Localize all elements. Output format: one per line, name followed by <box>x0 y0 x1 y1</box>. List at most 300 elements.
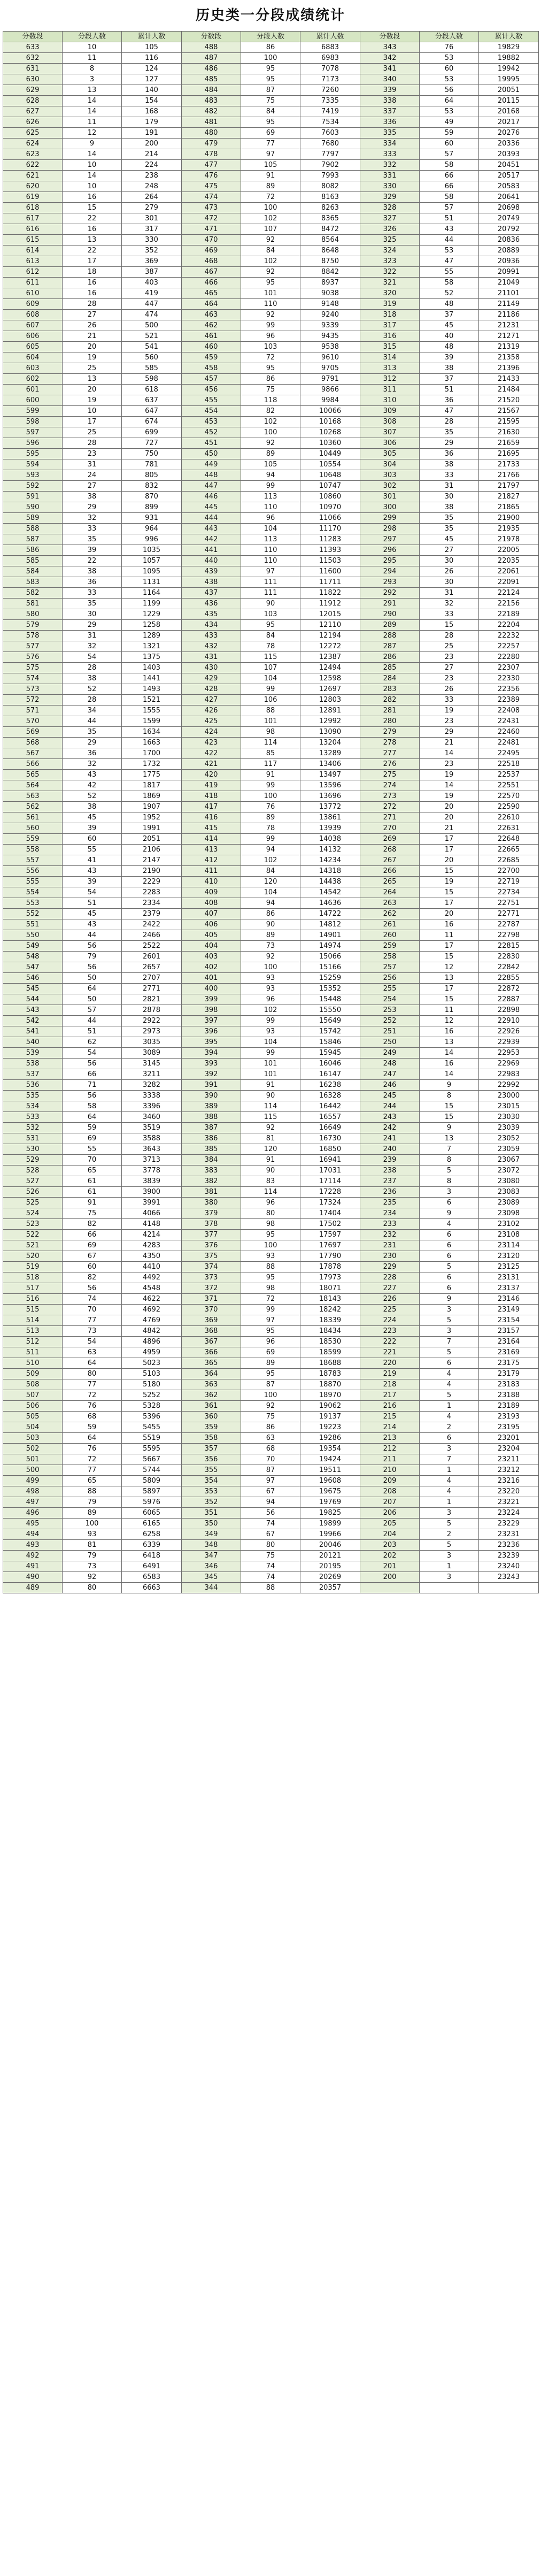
cumulative-cell: 23221 <box>479 1497 539 1508</box>
header-score-1: 分数段 <box>3 32 63 42</box>
score-cell: 628 <box>3 96 63 106</box>
count-cell: 43 <box>63 866 122 877</box>
score-cell: 365 <box>182 1358 241 1369</box>
score-cell: 216 <box>360 1401 420 1412</box>
cumulative-cell: 301 <box>122 213 182 224</box>
count-cell: 30 <box>420 577 479 588</box>
count-cell: 91 <box>241 1155 300 1166</box>
count-cell: 40 <box>420 331 479 342</box>
cumulative-cell: 22389 <box>479 695 539 706</box>
count-cell: 63 <box>63 1347 122 1358</box>
count-cell: 36 <box>63 577 122 588</box>
cumulative-cell: 23067 <box>479 1155 539 1166</box>
score-cell: 606 <box>3 331 63 342</box>
score-cell: 459 <box>182 352 241 363</box>
score-cell: 316 <box>360 331 420 342</box>
count-cell: 93 <box>241 984 300 994</box>
cumulative-cell: 4283 <box>122 1240 182 1251</box>
count-cell: 4 <box>420 1379 479 1390</box>
score-cell: 476 <box>182 171 241 181</box>
count-cell: 69 <box>63 1133 122 1144</box>
score-cell: 473 <box>182 203 241 213</box>
cumulative-cell: 22431 <box>479 716 539 727</box>
count-cell: 23 <box>420 716 479 727</box>
score-cell: 263 <box>360 898 420 909</box>
score-cell: 465 <box>182 288 241 299</box>
score-cell: 394 <box>182 1048 241 1059</box>
cumulative-cell: 11711 <box>300 577 360 588</box>
cumulative-cell: 12387 <box>300 652 360 663</box>
count-cell: 14 <box>420 1069 479 1080</box>
cumulative-cell: 17697 <box>300 1240 360 1251</box>
cumulative-cell: 224 <box>122 160 182 171</box>
score-cell: 220 <box>360 1358 420 1369</box>
count-cell: 45 <box>63 909 122 919</box>
table-row <box>3 1433 539 1444</box>
score-cell: 593 <box>3 470 63 481</box>
count-cell: 9 <box>63 139 122 149</box>
count-cell: 92 <box>241 952 300 962</box>
score-cell: 509 <box>3 1369 63 1379</box>
score-cell: 579 <box>3 620 63 631</box>
count-cell: 23 <box>420 652 479 663</box>
count-cell: 80 <box>241 1540 300 1551</box>
cumulative-cell: 931 <box>122 513 182 524</box>
score-cell: 609 <box>3 299 63 310</box>
score-cell: 212 <box>360 1444 420 1454</box>
count-cell: 36 <box>63 748 122 759</box>
score-cell: 471 <box>182 224 241 235</box>
cumulative-cell: 23195 <box>479 1422 539 1433</box>
score-cell: 223 <box>360 1326 420 1337</box>
score-cell: 332 <box>360 160 420 171</box>
score-cell: 505 <box>3 1412 63 1422</box>
cumulative-cell: 7680 <box>300 139 360 149</box>
table-row <box>3 385 539 395</box>
count-cell: 79 <box>63 952 122 962</box>
cumulative-cell: 22518 <box>479 759 539 770</box>
score-cell: 506 <box>3 1401 63 1412</box>
cumulative-cell: 1634 <box>122 727 182 738</box>
count-cell: 1 <box>420 1401 479 1412</box>
cumulative-cell: 14132 <box>300 845 360 855</box>
score-cell: 451 <box>182 438 241 449</box>
count-cell: 110 <box>241 299 300 310</box>
count-cell: 38 <box>420 459 479 470</box>
cumulative-cell: 22665 <box>479 845 539 855</box>
cumulative-cell: 9339 <box>300 320 360 331</box>
cumulative-cell: 23189 <box>479 1401 539 1412</box>
score-cell: 232 <box>360 1230 420 1240</box>
cumulative-cell: 22307 <box>479 663 539 673</box>
count-cell: 96 <box>241 513 300 524</box>
score-cell: 297 <box>360 534 420 545</box>
table-row <box>3 395 539 406</box>
cumulative-cell: 11393 <box>300 545 360 556</box>
count-cell: 15 <box>63 203 122 213</box>
count-cell: 102 <box>241 855 300 866</box>
cumulative-cell: 560 <box>122 352 182 363</box>
score-cell: 287 <box>360 641 420 652</box>
score-cell: 205 <box>360 1519 420 1529</box>
table-row <box>3 1583 539 1593</box>
cumulative-cell: 14438 <box>300 877 360 887</box>
score-cell: 280 <box>360 716 420 727</box>
count-cell: 35 <box>63 727 122 738</box>
count-cell: 22 <box>63 246 122 256</box>
count-cell: 95 <box>241 278 300 288</box>
score-cell: 392 <box>182 1069 241 1080</box>
score-cell: 202 <box>360 1551 420 1561</box>
cumulative-cell: 5103 <box>122 1369 182 1379</box>
cumulative-cell: 15550 <box>300 1005 360 1016</box>
count-cell: 10 <box>63 406 122 417</box>
count-cell: 60 <box>420 139 479 149</box>
table-row <box>3 1080 539 1091</box>
score-cell: 566 <box>3 759 63 770</box>
cumulative-cell: 3089 <box>122 1048 182 1059</box>
score-cell: 596 <box>3 438 63 449</box>
score-cell: 545 <box>3 984 63 994</box>
table-row <box>3 1230 539 1240</box>
count-cell: 60 <box>63 834 122 845</box>
cumulative-cell: 4492 <box>122 1272 182 1283</box>
score-cell: 486 <box>182 64 241 74</box>
cumulative-cell: 23211 <box>479 1454 539 1465</box>
count-cell: 29 <box>63 502 122 513</box>
table-row <box>3 855 539 866</box>
score-cell: 458 <box>182 363 241 374</box>
score-cell: 383 <box>182 1166 241 1176</box>
table-row <box>3 1401 539 1412</box>
cumulative-cell: 15259 <box>300 973 360 984</box>
table-row <box>3 299 539 310</box>
score-cell: 546 <box>3 973 63 984</box>
cumulative-cell: 1555 <box>122 706 182 716</box>
score-cell: 402 <box>182 962 241 973</box>
cumulative-cell: 21935 <box>479 524 539 534</box>
cumulative-cell: 16941 <box>300 1155 360 1166</box>
table-row <box>3 42 539 53</box>
score-cell: 600 <box>3 395 63 406</box>
count-cell: 27 <box>420 545 479 556</box>
score-cell: 515 <box>3 1305 63 1315</box>
cumulative-cell: 3588 <box>122 1133 182 1144</box>
score-cell: 463 <box>182 310 241 320</box>
cumulative-cell: 8648 <box>300 246 360 256</box>
cumulative-cell: 20583 <box>479 181 539 192</box>
count-cell: 110 <box>241 545 300 556</box>
cumulative-cell: 14722 <box>300 909 360 919</box>
count-cell: 19 <box>420 877 479 887</box>
cumulative-cell: 3778 <box>122 1166 182 1176</box>
score-cell: 612 <box>3 267 63 278</box>
count-cell: 72 <box>63 1390 122 1401</box>
cumulative-cell: 127 <box>122 74 182 85</box>
count-cell: 11 <box>63 117 122 128</box>
count-cell: 32 <box>420 599 479 609</box>
score-cell: 559 <box>3 834 63 845</box>
count-cell: 76 <box>241 802 300 812</box>
count-cell: 78 <box>241 641 300 652</box>
cumulative-cell: 23164 <box>479 1337 539 1347</box>
count-cell: 18 <box>63 267 122 278</box>
score-cell: 288 <box>360 631 420 641</box>
score-cell: 475 <box>182 181 241 192</box>
cumulative-cell: 22969 <box>479 1059 539 1069</box>
count-cell: 53 <box>420 246 479 256</box>
score-cell: 485 <box>182 74 241 85</box>
count-cell: 21 <box>420 738 479 748</box>
cumulative-cell: 23201 <box>479 1433 539 1444</box>
count-cell: 35 <box>63 599 122 609</box>
cumulative-cell: 2334 <box>122 898 182 909</box>
cumulative-cell: 2379 <box>122 909 182 919</box>
cumulative-cell: 22939 <box>479 1037 539 1048</box>
score-cell: 553 <box>3 898 63 909</box>
score-cell: 333 <box>360 149 420 160</box>
table-row <box>3 449 539 459</box>
cumulative-cell: 4692 <box>122 1305 182 1315</box>
count-cell: 76 <box>63 1444 122 1454</box>
count-cell: 69 <box>63 1240 122 1251</box>
count-cell: 30 <box>63 609 122 620</box>
score-cell: 363 <box>182 1379 241 1390</box>
score-cell: 386 <box>182 1133 241 1144</box>
cumulative-cell: 200 <box>122 139 182 149</box>
count-cell: 80 <box>241 1208 300 1219</box>
page-title: 历史类一分段成绩统计 <box>195 7 345 24</box>
cumulative-cell: 23114 <box>479 1240 539 1251</box>
table-row <box>3 1026 539 1037</box>
count-cell: 14 <box>63 96 122 106</box>
table-row <box>3 139 539 149</box>
score-cell: 518 <box>3 1272 63 1283</box>
count-cell: 28 <box>420 631 479 641</box>
score-cell: 605 <box>3 342 63 352</box>
score-cell: 323 <box>360 256 420 267</box>
count-cell: 14 <box>63 171 122 181</box>
count-cell: 92 <box>63 1572 122 1583</box>
count-cell: 37 <box>420 310 479 320</box>
score-cell: 408 <box>182 898 241 909</box>
count-cell: 95 <box>241 1230 300 1240</box>
table-row <box>3 1486 539 1497</box>
cumulative-cell: 18970 <box>300 1390 360 1401</box>
cumulative-cell: 21149 <box>479 299 539 310</box>
cumulative-cell: 18688 <box>300 1358 360 1369</box>
count-cell: 35 <box>63 534 122 545</box>
score-cell: 436 <box>182 599 241 609</box>
score-cell: 528 <box>3 1166 63 1176</box>
score-cell: 210 <box>360 1465 420 1476</box>
cumulative-cell: 22815 <box>479 941 539 952</box>
cumulative-cell: 16649 <box>300 1123 360 1133</box>
cumulative-cell: 750 <box>122 449 182 459</box>
cumulative-cell: 18242 <box>300 1305 360 1315</box>
score-cell: 472 <box>182 213 241 224</box>
count-cell: 102 <box>241 417 300 427</box>
count-cell: 84 <box>241 866 300 877</box>
count-cell: 94 <box>241 845 300 855</box>
cumulative-cell: 832 <box>122 481 182 492</box>
cumulative-cell: 9984 <box>300 395 360 406</box>
table-row <box>3 1176 539 1187</box>
score-cell: 341 <box>360 64 420 74</box>
score-cell: 291 <box>360 599 420 609</box>
score-cell: 619 <box>3 192 63 203</box>
table-row <box>3 1048 539 1059</box>
count-cell: 49 <box>420 117 479 128</box>
count-cell: 120 <box>241 1144 300 1155</box>
cumulative-cell: 1035 <box>122 545 182 556</box>
count-cell: 37 <box>420 374 479 385</box>
score-cell: 266 <box>360 866 420 877</box>
cumulative-cell: 23204 <box>479 1444 539 1454</box>
score-cell: 519 <box>3 1262 63 1272</box>
table-row <box>3 149 539 160</box>
score-cell: 452 <box>182 427 241 438</box>
count-cell: 55 <box>63 845 122 855</box>
cumulative-cell: 23108 <box>479 1230 539 1240</box>
count-cell: 6 <box>420 1283 479 1294</box>
count-cell: 16 <box>63 192 122 203</box>
score-cell: 255 <box>360 984 420 994</box>
cumulative-cell: 805 <box>122 470 182 481</box>
cumulative-cell: 7173 <box>300 74 360 85</box>
count-cell: 31 <box>420 588 479 599</box>
score-cell: 580 <box>3 609 63 620</box>
table-row <box>3 1358 539 1369</box>
table-row <box>3 331 539 342</box>
count-cell: 89 <box>241 812 300 823</box>
count-cell: 56 <box>63 1059 122 1069</box>
count-cell: 31 <box>420 481 479 492</box>
count-cell: 17 <box>63 417 122 427</box>
score-cell: 555 <box>3 877 63 887</box>
cumulative-cell: 403 <box>122 278 182 288</box>
score-cell: 457 <box>182 374 241 385</box>
score-cell: 275 <box>360 770 420 780</box>
count-cell: 29 <box>420 727 479 738</box>
score-cell: 547 <box>3 962 63 973</box>
cumulative-cell: 22887 <box>479 994 539 1005</box>
count-cell: 100 <box>241 1240 300 1251</box>
cumulative-cell: 21520 <box>479 395 539 406</box>
table-row <box>3 962 539 973</box>
count-cell: 2 <box>420 1529 479 1540</box>
count-cell: 16 <box>63 224 122 235</box>
score-cell: 483 <box>182 96 241 106</box>
score-cell: 627 <box>3 106 63 117</box>
table-body <box>3 42 539 1593</box>
score-cell: 377 <box>182 1230 241 1240</box>
count-cell: 20 <box>420 812 479 823</box>
score-cell: 516 <box>3 1294 63 1305</box>
cumulative-cell: 1817 <box>122 780 182 791</box>
table-row <box>3 481 539 492</box>
cumulative-cell: 22648 <box>479 834 539 845</box>
cumulative-cell: 11503 <box>300 556 360 566</box>
score-cell: 359 <box>182 1422 241 1433</box>
score-cell: 343 <box>360 42 420 53</box>
score-cell: 512 <box>3 1337 63 1347</box>
score-cell: 558 <box>3 845 63 855</box>
table-row <box>3 1208 539 1219</box>
count-cell: 12 <box>63 128 122 139</box>
table-row <box>3 791 539 802</box>
cumulative-cell: 11170 <box>300 524 360 534</box>
count-cell: 38 <box>63 802 122 812</box>
count-cell: 75 <box>241 96 300 106</box>
cumulative-cell: 12110 <box>300 620 360 631</box>
score-cell: 423 <box>182 738 241 748</box>
score-cell: 577 <box>3 641 63 652</box>
cumulative-cell: 870 <box>122 492 182 502</box>
cumulative-cell: 5252 <box>122 1390 182 1401</box>
count-cell: 67 <box>241 1529 300 1540</box>
count-cell: 33 <box>420 695 479 706</box>
score-cell: 574 <box>3 673 63 684</box>
cumulative-cell: 22685 <box>479 855 539 866</box>
table-row <box>3 1422 539 1433</box>
cumulative-cell: 16046 <box>300 1059 360 1069</box>
score-cell: 621 <box>3 171 63 181</box>
table-row <box>3 53 539 64</box>
score-cell: 370 <box>182 1305 241 1315</box>
count-cell: 5 <box>420 1540 479 1551</box>
score-cell: 537 <box>3 1069 63 1080</box>
count-cell: 28 <box>63 695 122 706</box>
cumulative-cell: 7797 <box>300 149 360 160</box>
count-cell: 16 <box>63 278 122 288</box>
count-cell: 64 <box>63 1112 122 1123</box>
table-row <box>3 1337 539 1347</box>
table-row <box>3 374 539 385</box>
cumulative-cell: 22356 <box>479 684 539 695</box>
score-cell: 633 <box>3 42 63 53</box>
header-count-1: 分段人数 <box>63 32 122 42</box>
count-cell: 66 <box>420 171 479 181</box>
count-cell: 86 <box>241 42 300 53</box>
cumulative-cell: 19829 <box>479 42 539 53</box>
score-cell: 301 <box>360 492 420 502</box>
cumulative-cell: 3145 <box>122 1059 182 1069</box>
cumulative-cell: 22983 <box>479 1069 539 1080</box>
count-cell: 45 <box>420 320 479 331</box>
count-cell: 44 <box>63 930 122 941</box>
table-row <box>3 117 539 128</box>
count-cell: 33 <box>420 470 479 481</box>
score-cell: 478 <box>182 149 241 160</box>
score-cell: 561 <box>3 812 63 823</box>
score-cell: 315 <box>360 342 420 352</box>
cumulative-cell: 20641 <box>479 192 539 203</box>
count-cell: 26 <box>63 320 122 331</box>
count-cell: 16 <box>420 1026 479 1037</box>
score-cell: 328 <box>360 203 420 213</box>
table-row <box>3 1166 539 1176</box>
cumulative-cell: 6491 <box>122 1561 182 1572</box>
score-cell: 549 <box>3 941 63 952</box>
cumulative-cell: 19825 <box>300 1508 360 1519</box>
count-cell: 73 <box>63 1326 122 1337</box>
table-row <box>3 556 539 566</box>
cumulative-cell: 12272 <box>300 641 360 652</box>
count-cell: 87 <box>241 1465 300 1476</box>
count-cell: 99 <box>241 1305 300 1315</box>
cumulative-cell: 419 <box>122 288 182 299</box>
